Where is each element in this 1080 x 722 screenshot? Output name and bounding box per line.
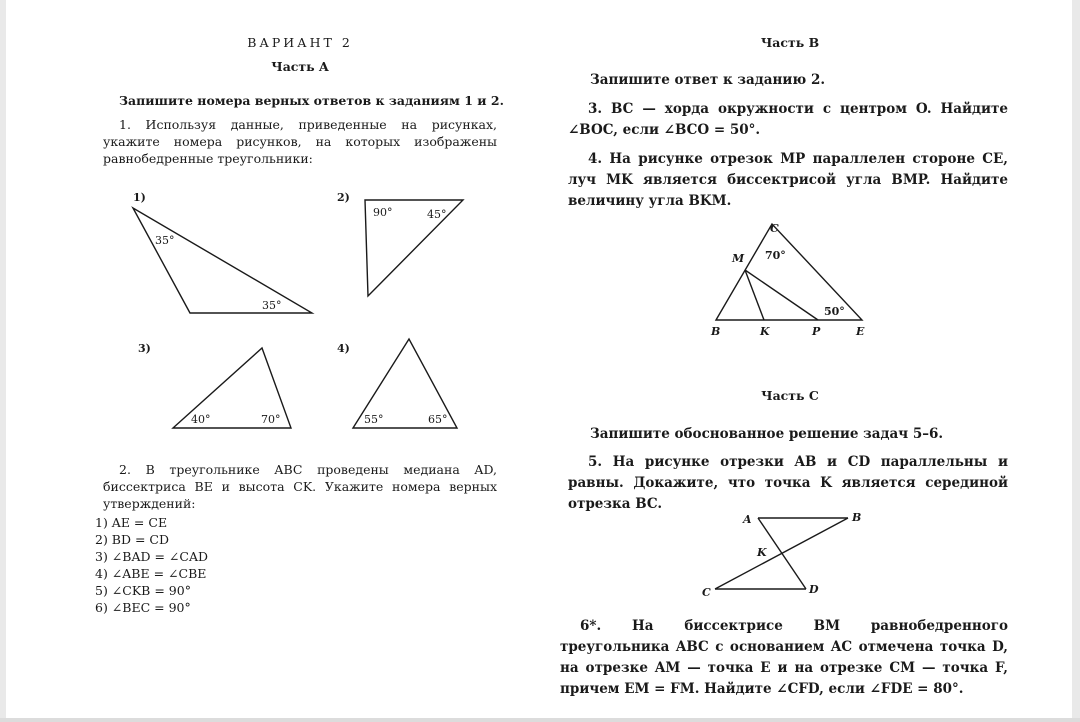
variant-title: ВАРИАНТ 2: [247, 35, 353, 50]
option-3: 3) ∠BAD = ∠CAD: [95, 549, 209, 564]
task-5: 5. На рисунке отрезки AB и CD параллельны и равны. Докажите, что точка K является серединой отрезка BC.: [568, 454, 1008, 512]
figure-2-label: 2): [337, 191, 350, 204]
angle-label: 45°: [427, 208, 447, 221]
figure-1-label: 1): [133, 191, 146, 204]
point-label: C: [702, 586, 711, 599]
point-label: B: [852, 511, 862, 524]
part-b-instruction: Запишите ответ к заданию 2.: [590, 72, 826, 88]
point-label: A: [743, 513, 752, 526]
task-1: 1. Используя данные, приведенные на рисунках, укажите номера рисунков, на которых изображены равнобедренные треугольники:: [103, 117, 497, 166]
point-label: D: [809, 583, 819, 596]
part-c-heading: Часть C: [761, 388, 819, 403]
task-3: 3. BC — хорда окружности с центром O. Найдите ∠BOC, если ∠BCO = 50°.: [568, 101, 1008, 138]
angle-label: 65°: [428, 413, 448, 426]
option-6: 6) ∠BEC = 90°: [95, 600, 191, 615]
part-b-heading: Часть B: [760, 35, 820, 50]
angle-label: 55°: [364, 413, 384, 426]
angle-label: 35°: [155, 234, 175, 247]
task-4: 4. На рисунке отрезок MP параллелен стороне CE, луч MK является биссектрисой угла BMP. Найдите величину угла BKM.: [568, 151, 1008, 209]
angle-label: 70°: [261, 413, 281, 426]
angle-label: 35°: [262, 299, 282, 312]
point-label: M: [732, 252, 745, 265]
figure-3-label: 3): [138, 342, 151, 355]
point-label: B: [711, 325, 721, 338]
triangle-1: [133, 208, 312, 313]
figure-4-label: 4): [337, 342, 350, 355]
angle-label: 50°: [824, 305, 845, 318]
angle-label: 40°: [191, 413, 211, 426]
option-2: 2) BD = CD: [95, 532, 170, 547]
task-2: 2. В треугольнике ABC проведены медиана AD, биссектриса BE и высота CK. Укажите номера верных утверждений:: [103, 462, 497, 511]
point-label: K: [757, 546, 767, 559]
angle-label: 90°: [373, 206, 393, 219]
part-c-instruction: Запишите обоснованное решение задач 5–6.: [590, 426, 944, 442]
point-label: C: [770, 222, 779, 235]
part-a-instruction: Запишите номера верных ответов к заданиям 1 и 2.: [119, 93, 504, 108]
point-label: E: [856, 325, 865, 338]
part-a-heading: Часть A: [271, 59, 329, 74]
angle-label: 70°: [765, 249, 786, 262]
option-4: 4) ∠ABE = ∠CBE: [95, 566, 207, 581]
task-6: 6*. На биссектрисе BM равнобедренного треугольника ABC с основанием AC отмечена точка D, на отрезке AM — точка E и на отрезке CM — точка F, причем EM = FM. Найдите ∠CFD, если ∠FDE = 80°.: [560, 618, 1008, 697]
option-1: 1) AE = CE: [95, 515, 168, 530]
point-label: K: [760, 325, 770, 338]
point-label: P: [812, 325, 821, 338]
figure-5-lines: [715, 518, 848, 589]
option-5: 5) ∠CKB = 90°: [95, 583, 191, 598]
